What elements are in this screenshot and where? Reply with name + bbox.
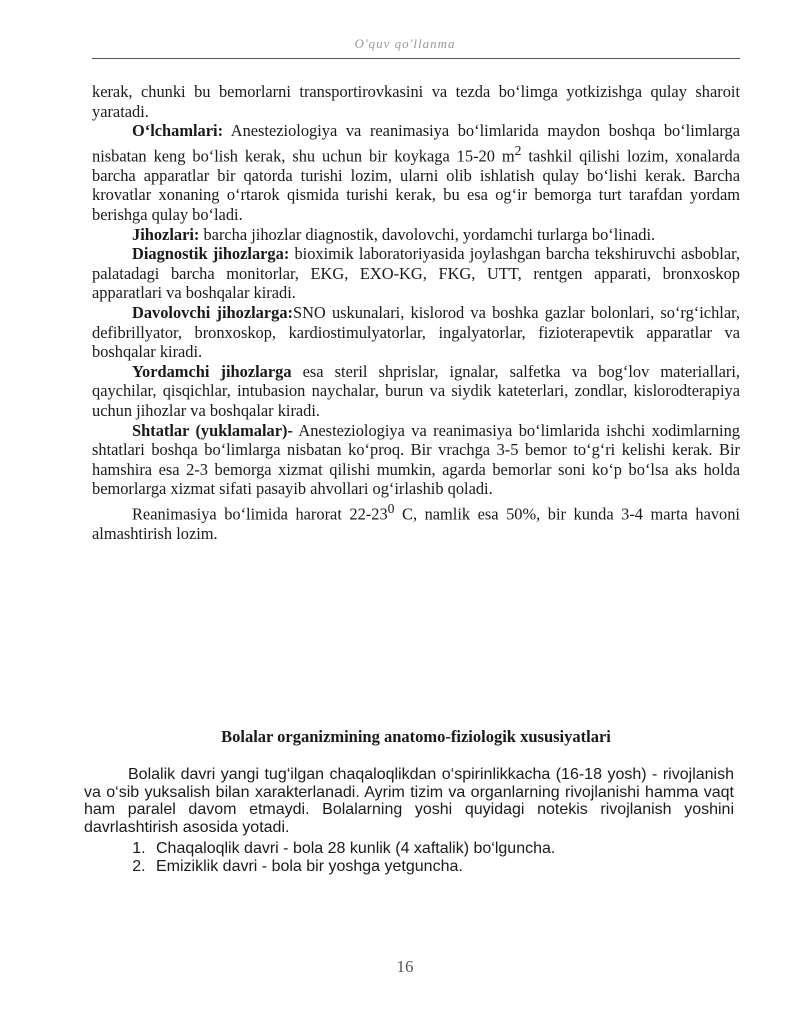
paragraph-text: barcha jihozlar diagnostik, davolovchi, yordamchi turlarga bo‘linadi. xyxy=(199,224,656,244)
paragraph-text-after: C, namlik esa 50%, bir kunda 3-4 marta havoni almashtirish lozim. xyxy=(92,504,740,543)
paragraph-text: bioximik laboratoriyasida joylashgan barcha tekshiruvchi asboblar, palatadagi barcha monitorlar, EKG, EXO-KG, FKG, UTT, rentgen apparati, bronxoskop apparatlari va boshqalar kiradi. xyxy=(92,244,740,303)
paragraph-text: SNO uskunalari, kislorod va boshka gazlar bolonlari, so‘rg‘ichlar, defibrillyator, bronxoskop, kardiostimulyatorlar, ingalyatorlar, fizioterapevtik apparatlar va boshqalar kiradi. xyxy=(92,303,740,362)
paragraph-term: Jihozlari: xyxy=(132,224,200,244)
main-text xyxy=(92,82,740,544)
section-body xyxy=(84,766,734,876)
list-item: 1. Chaqaloqlik davri - bola 28 kunlik (4 xaftalik) bo‘lguncha. xyxy=(150,840,734,858)
list-item: 2. Emiziklik davri - bola bir yoshga yetguncha. xyxy=(150,858,734,876)
paragraph-term: O‘lchamlari: xyxy=(132,121,224,141)
superscript: 2 xyxy=(514,142,522,158)
paragraph-olchamlari xyxy=(92,121,740,224)
paragraph-term: Yordamchi jihozlarga xyxy=(132,361,292,381)
paragraph-text: Anesteziologiya va reanimasiya bo‘limlarida ishchi xodimlarning shtatlari boshqa bo‘limlarga nisbatan ko‘proq. Bir vrachga 3-5 bemor to‘g‘ri kelishi kerak. Bir hamshira esa 2-3 bemorga xizmat qilishi mumkin, agarda bemorlar soni ko‘p bo‘lsa aks holda bemorlarga xizmat sifati pasayib ahvollari og‘irlashib qoladi. xyxy=(92,420,740,499)
header-rule xyxy=(92,58,740,59)
paragraph-term: Davolovchi jihozlarga: xyxy=(132,303,293,322)
paragraph-davolovchi xyxy=(92,303,740,362)
paragraph-text: esa steril shprislar, ignalar, salfetka va bog‘lov materiallari, qaychilar, qisqichlar, intubasion naychalar, burun va siydik kateterlari, zondlar, kislorodterapiya uchun jihozlar va boshqalar kiradi. xyxy=(92,361,741,420)
superscript: 0 xyxy=(387,500,395,516)
paragraph-text: Anesteziologiya va reanimasiya bo‘limlarida maydon boshqa bo‘limlarga nisbatan keng bo‘lish kerak, shu uchun bir koykaga 15-20 m xyxy=(92,121,740,166)
period-list xyxy=(84,840,734,875)
paragraph-shtatlar xyxy=(92,421,740,499)
paragraph-term: Shtatlar (yuklamalar)- xyxy=(132,420,293,440)
page-number: 16 xyxy=(396,957,414,976)
section-title: Bolalar organizmining anatomo-fiziologik xususiyatlari xyxy=(221,727,611,746)
paragraph-term: Diagnostik jihozlarga: xyxy=(132,244,290,264)
paragraph-yordamchi xyxy=(92,362,740,421)
paragraph-text: Reanimasiya bo‘limida harorat 22-23 xyxy=(132,504,388,524)
paragraph-text-after: tashkil qilishi lozim, xonalarda barcha apparatlar bir qatorda turishi lozim, ularni olib ishlatish qulay bo‘lishi kerak. Barcha krovatlar xonaning o‘rtarok qismida turishi kerak, bu esa og‘ir bemorga turt tarafdan yordam berishga qulay bo‘ladi. xyxy=(92,146,741,225)
paragraph-jihozlari xyxy=(92,225,740,245)
paragraph-diagnostik xyxy=(92,244,740,303)
section-paragraph: Bolalik davri yangi tug‘ilgan chaqaloqlikdan o‘spirinlikkacha (16-18 yosh) - rivojlanish va o‘sib yuksalish bilan xarakterlanadi. Ayrim tizim va organlarning rivojlanishi hamma vaqt ham paralel davom etmaydi. Bolalarning yoshi quyidagi notekis rivojlanish yoshini davrlashtirish asosida yotadi. xyxy=(84,766,734,836)
intro-paragraph: kerak, chunki bu bemorlarni transportirovkasini va tezda bo‘limga yotkizishga qulay sharoit yaratadi. xyxy=(92,82,740,121)
running-header: O'quv qo'llanma xyxy=(354,36,456,51)
paragraph-reanimasiya xyxy=(92,499,740,544)
